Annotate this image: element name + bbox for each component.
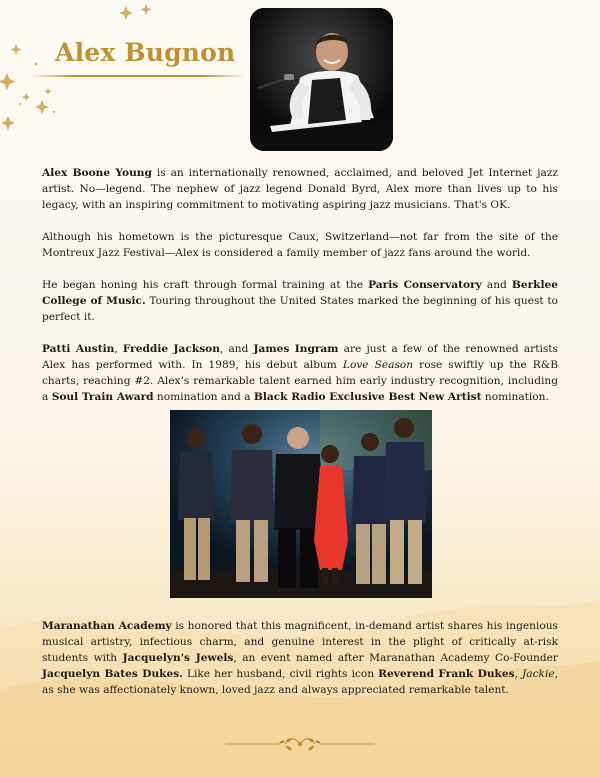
text-run: Patti Austin [42, 343, 115, 355]
page-header [0, 0, 600, 160]
text-run: Jacquelyn Bates Dukes. [42, 668, 183, 680]
text-run: Paris Conservatory [368, 279, 482, 291]
bio-paragraph [42, 277, 558, 325]
bio-content [42, 165, 558, 421]
text-run: Black Radio Exclusive Best New Artist [253, 391, 482, 403]
closing-content [42, 618, 558, 698]
text-run: are just a few of the renowned artists Alex has performed with. In 1989, his debut album [42, 343, 558, 371]
text-run: Alex Boone Young [42, 167, 152, 179]
text-run: nomination and a [153, 391, 254, 403]
bio-paragraph [42, 165, 558, 213]
text-run: Touring throughout the United States marked the beginning of his quest to perfect it. [42, 295, 558, 323]
text-run: , an event named after Maranathan Academy Co-Founder [233, 652, 558, 664]
text-run: James Ingram [253, 343, 339, 355]
title-underline [30, 75, 245, 77]
text-run: Reverend Frank Dukes [378, 668, 515, 680]
bio-paragraph [42, 341, 558, 405]
text-run: is an internationally renowned, acclaimed, and beloved Jet Internet jazz artist. No—legend. The nephew of jazz legend Donald Byrd, Alex more than lives up to his legacy, with an inspiring commitment to motivating aspiring jazz musicians. That's OK. [42, 167, 558, 211]
laurel-ornament-icon [225, 733, 375, 755]
text-run: is honored that this magnificent, in-demand artist shares his ingenious musical artistry, infectious charm, and genuine interest in the plight of critically at-risk students with [42, 620, 558, 664]
text-run: , [114, 343, 123, 355]
sparkle-icon [0, 0, 230, 140]
group-photo [170, 410, 432, 598]
text-run: Love Season [342, 359, 414, 371]
text-run: , as she was affectionately known, loved jazz and always appreciated remarkable talent. [42, 668, 558, 696]
text-run: He began honing his craft through formal training at the [42, 279, 369, 291]
bio-paragraph [42, 229, 558, 261]
text-run: , and [219, 343, 254, 355]
closing-paragraph [42, 618, 558, 698]
page-title: Alex Bugnon [55, 38, 236, 67]
text-run: Although his hometown is the picturesque Caux, Switzerland—not far from the site of the Montreux Jazz Festival—Alex is considered a family member of jazz fans around the world. [42, 231, 558, 259]
text-run: Jackie [522, 668, 555, 680]
text-run: Soul Train Award [51, 391, 154, 403]
text-run: Maranathan Academy [42, 620, 172, 632]
text-run: , [514, 668, 523, 680]
text-run: Like her husband, civil rights icon [182, 668, 379, 680]
text-run: rose swiftly up the R&B charts, reaching #2. Alex’s remarkable talent earned him early industry recognition, including a [42, 359, 559, 403]
text-run: nomination. [481, 391, 549, 403]
text-run: Jacquelyn's Jewels [122, 652, 234, 664]
text-run: Freddie Jackson [122, 343, 220, 355]
portrait-photo [250, 8, 393, 151]
text-run: and [481, 279, 512, 291]
text-run: Berklee College of Music. [42, 279, 558, 307]
